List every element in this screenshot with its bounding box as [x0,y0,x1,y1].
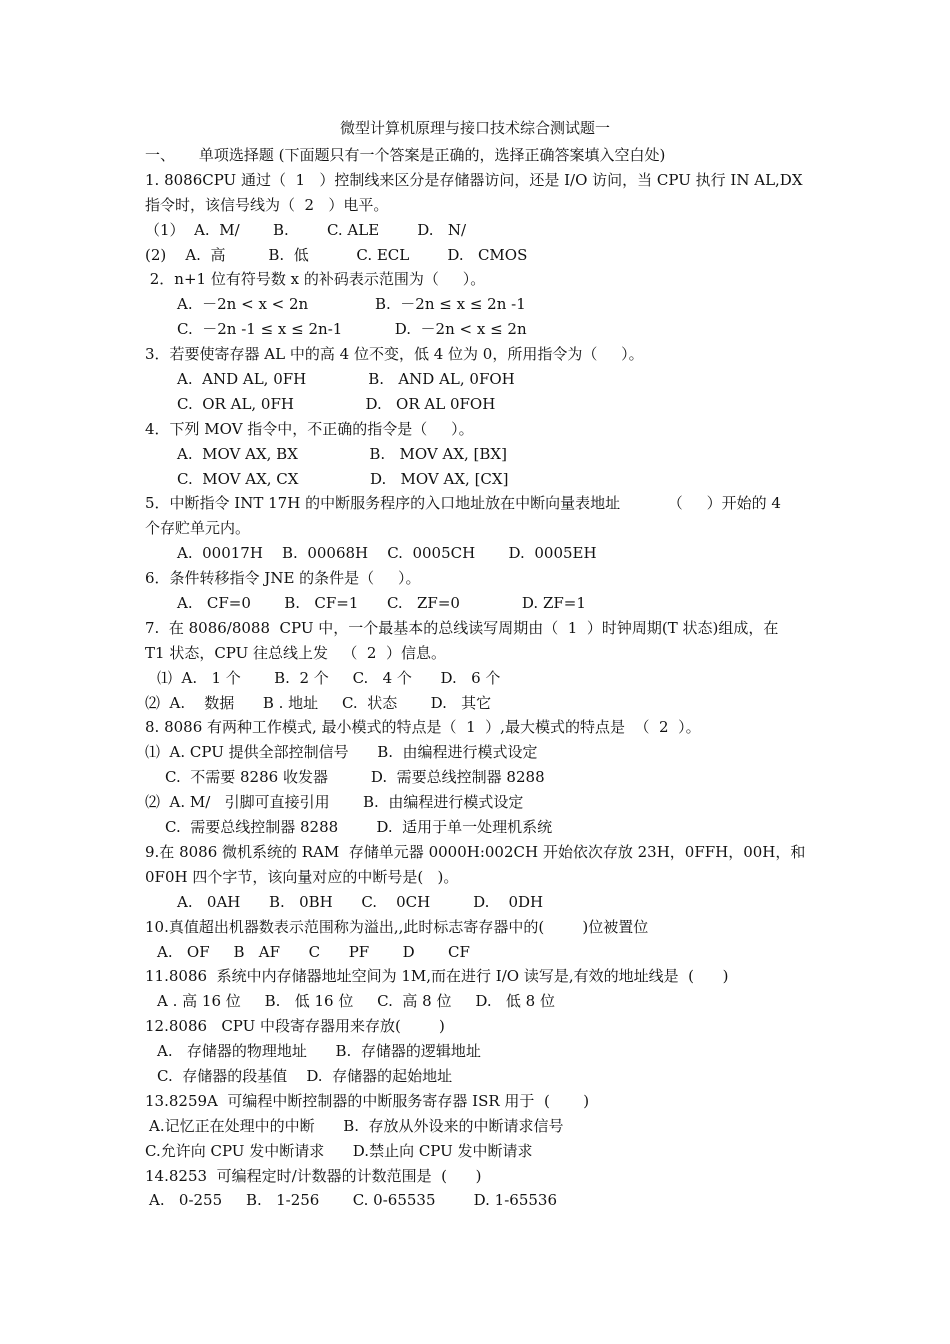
question-5-stem-cont: 个存贮单元内。 [145,519,251,538]
question-9-options: A. 0AH B. 0BH C. 0CH D. 0DH [177,892,544,911]
question-6-options: A. CF=0 B. CF=1 C. ZF=0 D. ZF=1 [177,594,586,613]
question-3-options-cd: C. OR AL, 0FH D. OR AL 0FOH [177,394,496,413]
question-10-stem: 10.真值超出机器数表示范围称为溢出,,此时标志寄存器中的( )位被置位 [145,917,649,936]
question-7-options-2: ⑵ A. 数据 B . 地址 C. 状态 D. 其它 [145,693,492,712]
question-12-options-ab: A. 存储器的物理地址 B. 存储器的逻辑地址 [157,1042,481,1061]
question-1-options-2: (2) A. 高 B. 低 C. ECL D. CMOS [145,245,528,264]
question-4-options-ab: A. MOV AX, BX B. MOV AX, [BX] [177,444,507,463]
question-11-stem: 11.8086 系统中内存储器地址空间为 1M,而在进行 I/O 读写是,有效的地址线是 ( ) [145,967,729,986]
question-4-options-cd: C. MOV AX, CX D. MOV AX, [CX] [177,469,509,488]
question-8-stem: 8. 8086 有两种工作模式, 最小模式的特点是（ 1 ）,最大模式的特点是 （ 2 ）。 [145,718,701,737]
question-9-stem-cont: 0F0H 四个字节，该向量对应的中断号是( )。 [145,867,459,886]
question-5-stem: 5．中断指令 INT 17H 的中断服务程序的入口地址放在中断向量表地址 （ ）开始的 4 [145,494,781,513]
question-8-options-2-ab: ⑵ A. M/ 引脚可直接引用 B. 由编程进行模式设定 [145,793,524,812]
question-5-options: A. 00017H B. 00068H C. 0005CH D. 0005EH [177,544,597,563]
question-13-stem: 13.8259A 可编程中断控制器的中断服务寄存器 ISR 用于 ( ) [145,1091,590,1110]
question-13-options-ab: A.记忆正在处理中的中断 B. 存放从外设来的中断请求信号 [149,1116,564,1135]
question-2-options-cd: C. －2n -1 ≤ x ≤ 2n-1 D. －2n < x ≤ 2n [177,320,527,339]
question-10-options: A. OF B AF C PF D CF [157,942,470,961]
question-2-stem: 2．n+1 位有符号数 x 的补码表示范围为（ ）。 [145,270,486,289]
question-3-stem: 3．若要使寄存器 AL 中的高 4 位不变，低 4 位为 0，所用指令为（ ）。 [145,345,644,364]
question-7-options-1: ⑴ A. 1 个 B. 2 个 C. 4 个 D. 6 个 [157,668,501,687]
question-1-stem: 1. 8086CPU 通过（ 1 ）控制线来区分是存储器访问，还是 I/O 访问，当 CPU 执行 IN AL,DX [145,170,803,189]
question-8-options-1-ab: ⑴ A. CPU 提供全部控制信号 B. 由编程进行模式设定 [145,743,538,762]
question-list [145,143,825,1213]
question-2-options-ab: A. －2n < x < 2n B. －2n ≤ x ≤ 2n -1 [177,295,526,314]
question-4-stem: 4．下列 MOV 指令中，不正确的指令是（ ）。 [145,419,474,438]
question-9-stem: 9.在 8086 微机系统的 RAM 存储单元器 0000H:002CH 开始依次存放 23H，0FFH，00H，和 [145,842,806,861]
question-6-stem: 6．条件转移指令 JNE 的条件是（ ）。 [145,569,421,588]
question-7-stem-cont: T1 状态，CPU 往总线上发 （ 2 ）信息。 [145,643,446,662]
question-1-stem-cont: 指令时，该信号线为（ 2 ）电平。 [145,195,389,214]
question-3-options-ab: A. AND AL, 0FH B. AND AL, 0FOH [177,370,515,389]
section-heading: 一、 单项选择题 (下面题只有一个答案是正确的，选择正确答案填入空白处) [145,146,666,164]
question-12-stem: 12.8086 CPU 中段寄存器用来存放( ) [145,1017,445,1036]
question-13-options-cd: C.允许向 CPU 发中断请求 D.禁止向 CPU 发中断请求 [145,1141,533,1160]
document-title: 微型计算机原理与接口技术综合测试题一 [339,119,610,137]
question-8-options-1-cd: C. 不需要 8286 收发器 D. 需要总线控制器 8288 [165,768,545,787]
question-8-options-2-cd: C. 需要总线控制器 8288 D. 适用于单一处理机系统 [165,818,553,837]
question-14-stem: 14.8253 可编程定时/计数器的计数范围是 ( ) [145,1166,482,1185]
question-12-options-cd: C. 存储器的段基值 D. 存储器的起始地址 [157,1066,453,1085]
question-11-options: A . 高 16 位 B. 低 16 位 C. 高 8 位 D. 低 8 位 [157,992,555,1011]
question-1-options-1: （1） A. M/ B. C. ALE D. N/ [145,220,467,239]
question-7-stem: 7. 在 8086/8088 CPU 中，一个最基本的总线读写周期由（ 1 ）时钟周期(T 状态)组成，在 [145,618,779,637]
question-14-options: A. 0-255 B. 1-256 C. 0-65535 D. 1-65536 [149,1191,558,1210]
